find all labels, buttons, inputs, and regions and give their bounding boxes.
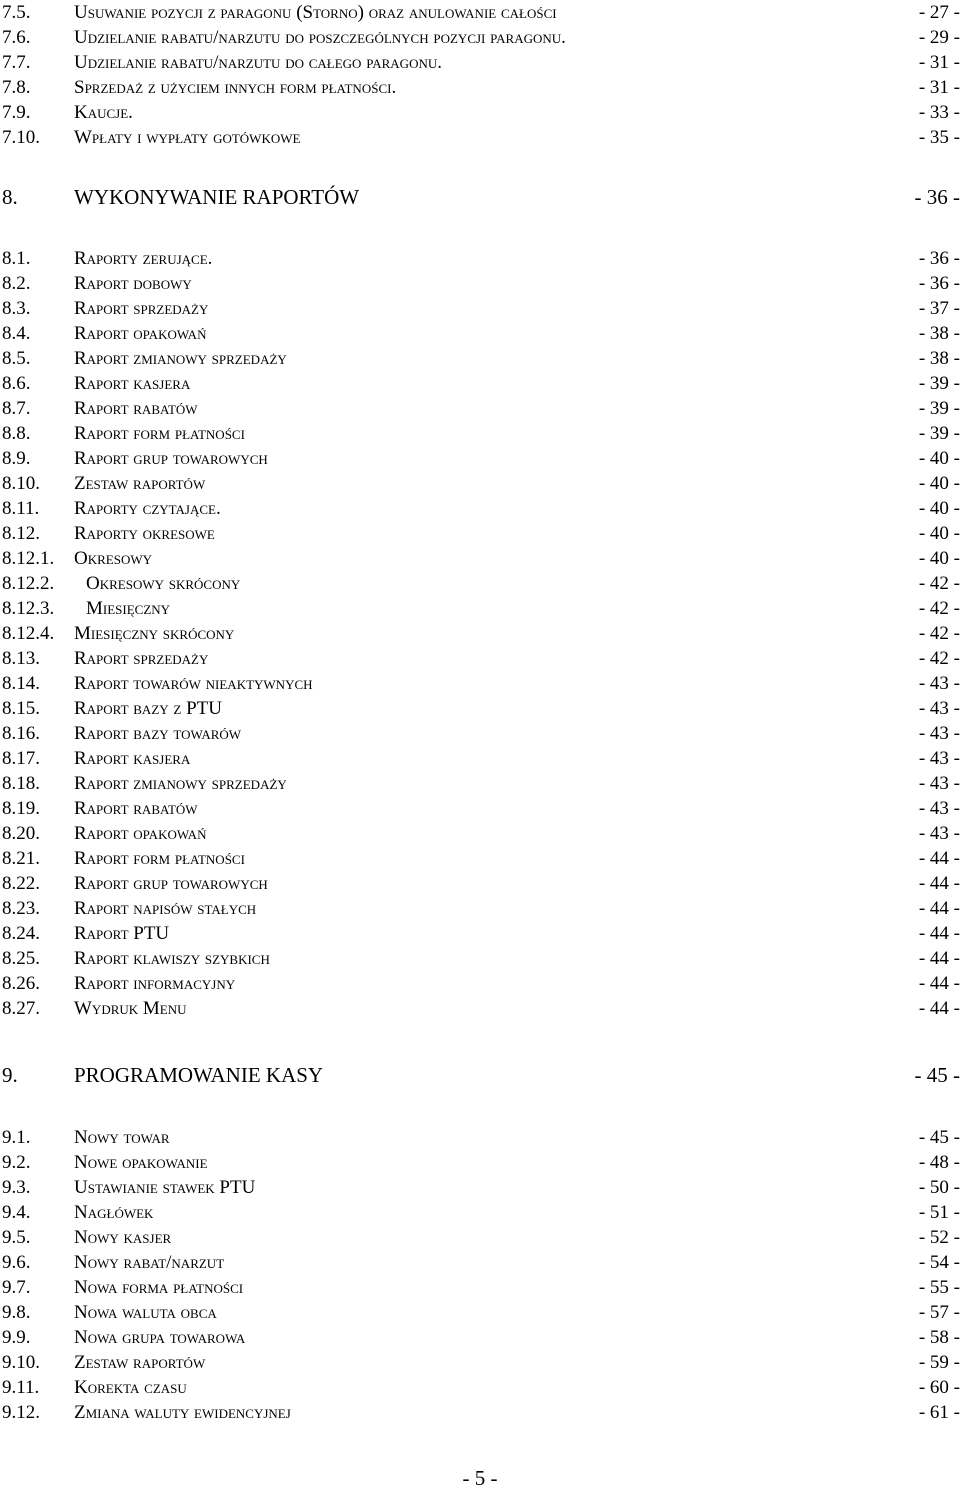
toc-entry-title: Raport bazy towarów — [74, 721, 241, 746]
toc-entry-title: Nowy rabat/narzut — [74, 1250, 224, 1275]
toc-entry-page: - 43 - — [919, 796, 960, 821]
toc-entry-number: 9.12. — [2, 1400, 40, 1425]
toc-entry[interactable] — [0, 546, 960, 571]
toc-entry-number: 9.9. — [2, 1325, 31, 1350]
toc-entry-number: 8.13. — [2, 646, 40, 671]
toc-entry-title: Wpłaty i wypłaty gotówkowe — [74, 125, 300, 150]
toc-entry[interactable] — [0, 1350, 960, 1375]
toc-entry-page: - 40 - — [919, 521, 960, 546]
toc-entry-number: 8.8. — [2, 421, 31, 446]
toc-entry-title: Sprzedaż z użyciem innych form płatności. — [74, 75, 396, 100]
toc-entry-title: Zestaw raportów — [74, 1350, 205, 1375]
toc-entry-number: 7.7. — [2, 50, 31, 75]
toc-entry-page: - 31 - — [919, 50, 960, 75]
toc-entry-title: Kaucje. — [74, 100, 133, 125]
toc-entry[interactable] — [0, 1175, 960, 1200]
toc-entry-title: Raporty zerujące. — [74, 246, 212, 271]
toc-entry-number: 9.11. — [2, 1375, 39, 1400]
toc-entry[interactable] — [0, 571, 960, 596]
toc-entry-title: Nagłówek — [74, 1200, 153, 1225]
toc-entry[interactable] — [0, 446, 960, 471]
toc-entry-title: Udzielanie rabatu/narzutu do poszczególnych pozycji paragonu. — [74, 25, 566, 50]
toc-entry-page: - 44 - — [919, 896, 960, 921]
toc-chapter-page: - 45 - — [915, 1063, 960, 1088]
toc-entry-page: - 45 - — [919, 1125, 960, 1150]
toc-entry-number: 9.2. — [2, 1150, 31, 1175]
toc-entry-page: - 43 - — [919, 721, 960, 746]
toc-entry-number: 7.8. — [2, 75, 31, 100]
toc-entry-title: Raport form płatności — [74, 421, 245, 446]
toc-entry-number: 8.14. — [2, 671, 40, 696]
toc-entry-title: Okresowy — [74, 546, 152, 571]
toc-entry-number: 9.1. — [2, 1125, 31, 1150]
toc-entry-title: Raporty okresowe — [74, 521, 215, 546]
toc-entry[interactable] — [0, 746, 960, 771]
toc-entry-title: Raport grup towarowych — [74, 871, 268, 896]
toc-entry-page: - 44 - — [919, 921, 960, 946]
toc-entry-page: - 33 - — [919, 100, 960, 125]
toc-entry[interactable] — [0, 896, 960, 921]
toc-entry-title: Raport rabatów — [74, 796, 198, 821]
toc-entry[interactable] — [0, 1375, 960, 1400]
toc-entry-number: 8.12.1. — [2, 546, 54, 571]
toc-entry[interactable] — [0, 396, 960, 421]
toc-entry-title: Raport opakowań — [74, 321, 206, 346]
toc-entry-number: 8.1. — [2, 246, 31, 271]
toc-entry-number: 8.11. — [2, 496, 39, 521]
toc-entry-title: Raport kasjera — [74, 371, 190, 396]
toc-entry-title: Nowe opakowanie — [74, 1150, 208, 1175]
toc-entry-number: 8.24. — [2, 921, 40, 946]
toc-entry-page: - 31 - — [919, 75, 960, 100]
toc-entry-page: - 51 - — [919, 1200, 960, 1225]
toc-entry[interactable] — [0, 296, 960, 321]
toc-entry[interactable] — [0, 696, 960, 721]
toc-entry-title: Raport zmianowy sprzedaży — [74, 771, 287, 796]
toc-entry[interactable] — [0, 946, 960, 971]
toc-entry-title: Wydruk Menu — [74, 996, 187, 1021]
toc-entry-number: 8.4. — [2, 321, 31, 346]
toc-entry[interactable] — [0, 125, 960, 150]
toc-entry[interactable] — [0, 821, 960, 846]
toc-entry-number: 8.6. — [2, 371, 31, 396]
page-number-footer: - 5 - — [0, 1464, 960, 1492]
toc-entry-page: - 58 - — [919, 1325, 960, 1350]
toc-entry-page: - 55 - — [919, 1275, 960, 1300]
toc-entry-title: Raport zmianowy sprzedaży — [74, 346, 287, 371]
toc-entry-number: 9.10. — [2, 1350, 40, 1375]
toc-entry-page: - 52 - — [919, 1225, 960, 1250]
toc-entry[interactable] — [0, 1200, 960, 1225]
toc-entry-title: Ustawianie stawek PTU — [74, 1175, 255, 1200]
toc-entry-page: - 48 - — [919, 1150, 960, 1175]
toc-entry-title: Miesięczny skrócony — [74, 621, 234, 646]
toc-entry-title: Raport informacyjny — [74, 971, 235, 996]
toc-entry-title: Raport sprzedaży — [74, 646, 208, 671]
toc-entry[interactable] — [0, 621, 960, 646]
toc-entry-page: - 40 - — [919, 546, 960, 571]
toc-entry-number: 8.15. — [2, 696, 40, 721]
toc-entry-page: - 59 - — [919, 1350, 960, 1375]
toc-entry[interactable] — [0, 75, 960, 100]
toc-entry[interactable] — [0, 25, 960, 50]
toc-entry-number: 9.3. — [2, 1175, 31, 1200]
toc-chapter[interactable] — [0, 185, 960, 210]
toc-entry-title: Korekta czasu — [74, 1375, 187, 1400]
toc-entry-number: 9.7. — [2, 1275, 31, 1300]
toc-entry-page: - 44 - — [919, 996, 960, 1021]
toc-entry-number: 8.25. — [2, 946, 40, 971]
toc-entry[interactable] — [0, 646, 960, 671]
toc-entry-title: Zestaw raportów — [74, 471, 205, 496]
toc-entry-title: Raport form płatności — [74, 846, 245, 871]
toc-entry-page: - 27 - — [919, 0, 960, 25]
toc-entry-number: 8.5. — [2, 346, 31, 371]
toc-entry-page: - 60 - — [919, 1375, 960, 1400]
toc-entry-page: - 39 - — [919, 396, 960, 421]
toc-entry-page: - 43 - — [919, 696, 960, 721]
toc-chapter-number: 8. — [2, 185, 18, 210]
toc-chapter-title: PROGRAMOWANIE KASY — [74, 1063, 323, 1088]
toc-entry-page: - 36 - — [919, 271, 960, 296]
toc-entry-number: 8.12. — [2, 521, 40, 546]
toc-entry[interactable] — [0, 921, 960, 946]
toc-entry-number: 8.7. — [2, 396, 31, 421]
toc-entry-page: - 39 - — [919, 371, 960, 396]
toc-entry[interactable] — [0, 0, 960, 25]
toc-entry-title: Raport rabatów — [74, 396, 198, 421]
toc-entry-number: 8.26. — [2, 971, 40, 996]
toc-chapter-page: - 36 - — [915, 185, 960, 210]
toc-entry-page: - 42 - — [919, 596, 960, 621]
toc-entry-page: - 40 - — [919, 446, 960, 471]
toc-entry[interactable] — [0, 721, 960, 746]
toc-entry[interactable] — [0, 1125, 960, 1150]
toc-entry-page: - 43 - — [919, 746, 960, 771]
toc-entry[interactable] — [0, 346, 960, 371]
toc-entry-page: - 39 - — [919, 421, 960, 446]
toc-entry-page: - 36 - — [919, 246, 960, 271]
toc-entry-page: - 40 - — [919, 471, 960, 496]
toc-entry[interactable] — [0, 671, 960, 696]
toc-entry[interactable] — [0, 421, 960, 446]
toc-entry-page: - 42 - — [919, 646, 960, 671]
toc-entry[interactable] — [0, 321, 960, 346]
toc-entry[interactable] — [0, 496, 960, 521]
toc-entry-number: 8.17. — [2, 746, 40, 771]
toc-entry-page: - 40 - — [919, 496, 960, 521]
toc-entry-page: - 43 - — [919, 821, 960, 846]
toc-entry-title: Usuwanie pozycji z paragonu (Storno) oraz anulowanie całości — [74, 0, 557, 25]
toc-entry-page: - 54 - — [919, 1250, 960, 1275]
toc-entry-page: - 44 - — [919, 946, 960, 971]
toc-entry-title: Raport PTU — [74, 921, 169, 946]
toc-entry-title: Miesięczny — [86, 596, 170, 621]
toc-entry[interactable] — [0, 1250, 960, 1275]
toc-entry-number: 9.4. — [2, 1200, 31, 1225]
toc-entry-page: - 42 - — [919, 621, 960, 646]
toc-entry-title: Udzielanie rabatu/narzutu do całego paragonu. — [74, 50, 442, 75]
toc-entry-title: Nowa grupa towarowa — [74, 1325, 245, 1350]
toc-entry[interactable] — [0, 521, 960, 546]
toc-entry-page: - 50 - — [919, 1175, 960, 1200]
toc-entry-title: Raport klawiszy szybkich — [74, 946, 270, 971]
toc-entry[interactable] — [0, 871, 960, 896]
toc-entry-number: 8.12.4. — [2, 621, 54, 646]
toc-entry[interactable] — [0, 771, 960, 796]
toc-entry[interactable] — [0, 971, 960, 996]
toc-entry-number: 8.27. — [2, 996, 40, 1021]
toc-entry[interactable] — [0, 1275, 960, 1300]
toc-entry-number: 8.12.2. — [2, 571, 54, 596]
toc-entry-title: Raport grup towarowych — [74, 446, 268, 471]
toc-entry-title: Nowa waluta obca — [74, 1300, 217, 1325]
toc-entry-number: 9.8. — [2, 1300, 31, 1325]
toc-entry-number: 7.10. — [2, 125, 40, 150]
toc-chapter-number: 9. — [2, 1063, 18, 1088]
toc-entry-number: 8.16. — [2, 721, 40, 746]
toc-entry-number: 9.5. — [2, 1225, 31, 1250]
toc-entry-title: Okresowy skrócony — [86, 571, 240, 596]
toc-entry-number: 8.9. — [2, 446, 31, 471]
toc-entry-page: - 29 - — [919, 25, 960, 50]
toc-entry[interactable] — [0, 50, 960, 75]
toc-entry[interactable] — [0, 596, 960, 621]
toc-entry-number: 9.6. — [2, 1250, 31, 1275]
toc-entry[interactable] — [0, 471, 960, 496]
toc-entry-title: Nowa forma płatności — [74, 1275, 243, 1300]
toc-entry-title: Raporty czytające. — [74, 496, 221, 521]
toc-entry-number: 8.20. — [2, 821, 40, 846]
toc-entry-number: 7.5. — [2, 0, 31, 25]
toc-entry[interactable] — [0, 1225, 960, 1250]
toc-entry-page: - 61 - — [919, 1400, 960, 1425]
toc-entry-number: 8.18. — [2, 771, 40, 796]
toc-entry-page: - 44 - — [919, 846, 960, 871]
toc-entry-page: - 35 - — [919, 125, 960, 150]
toc-entry-page: - 44 - — [919, 971, 960, 996]
toc-entry-title: Raport kasjera — [74, 746, 190, 771]
toc-entry-title: Raport napisów stałych — [74, 896, 256, 921]
toc-entry-page: - 38 - — [919, 346, 960, 371]
toc-entry-number: 8.12.3. — [2, 596, 54, 621]
toc-entry[interactable] — [0, 246, 960, 271]
toc-entry-number: 8.23. — [2, 896, 40, 921]
toc-entry-page: - 38 - — [919, 321, 960, 346]
toc-entry[interactable] — [0, 1150, 960, 1175]
toc-chapter-title: WYKONYWANIE RAPORTÓW — [74, 185, 359, 210]
toc-entry-number: 8.22. — [2, 871, 40, 896]
toc-entry-page: - 42 - — [919, 571, 960, 596]
toc-entry-number: 8.3. — [2, 296, 31, 321]
toc-entry[interactable] — [0, 271, 960, 296]
toc-entry-number: 8.2. — [2, 271, 31, 296]
toc-chapter[interactable] — [0, 1063, 960, 1088]
toc-entry[interactable] — [0, 846, 960, 871]
toc-entry-title: Nowy kasjer — [74, 1225, 171, 1250]
toc-entry-number: 7.9. — [2, 100, 31, 125]
toc-entry-title: Raport towarów nieaktywnych — [74, 671, 313, 696]
toc-entry[interactable] — [0, 996, 960, 1021]
toc-entry-title: Zmiana waluty ewidencyjnej — [74, 1400, 291, 1425]
toc-entry-title: Raport sprzedaży — [74, 296, 208, 321]
toc-entry[interactable] — [0, 796, 960, 821]
toc-entry-number: 7.6. — [2, 25, 31, 50]
toc-entry-title: Nowy towar — [74, 1125, 170, 1150]
toc-entry[interactable] — [0, 1325, 960, 1350]
toc-entry[interactable] — [0, 1400, 960, 1425]
toc-entry-title: Raport opakowań — [74, 821, 206, 846]
toc-entry[interactable] — [0, 1300, 960, 1325]
toc-entry-page: - 44 - — [919, 871, 960, 896]
toc-entry-number: 8.19. — [2, 796, 40, 821]
toc-entry-page: - 57 - — [919, 1300, 960, 1325]
toc-entry[interactable] — [0, 371, 960, 396]
toc-entry-page: - 37 - — [919, 296, 960, 321]
toc-entry-number: 8.21. — [2, 846, 40, 871]
toc-entry[interactable] — [0, 100, 960, 125]
toc-entry-title: Raport dobowy — [74, 271, 192, 296]
toc-entry-number: 8.10. — [2, 471, 40, 496]
toc-entry-title: Raport bazy z PTU — [74, 696, 222, 721]
toc-entry-page: - 43 - — [919, 671, 960, 696]
toc-entry-page: - 43 - — [919, 771, 960, 796]
